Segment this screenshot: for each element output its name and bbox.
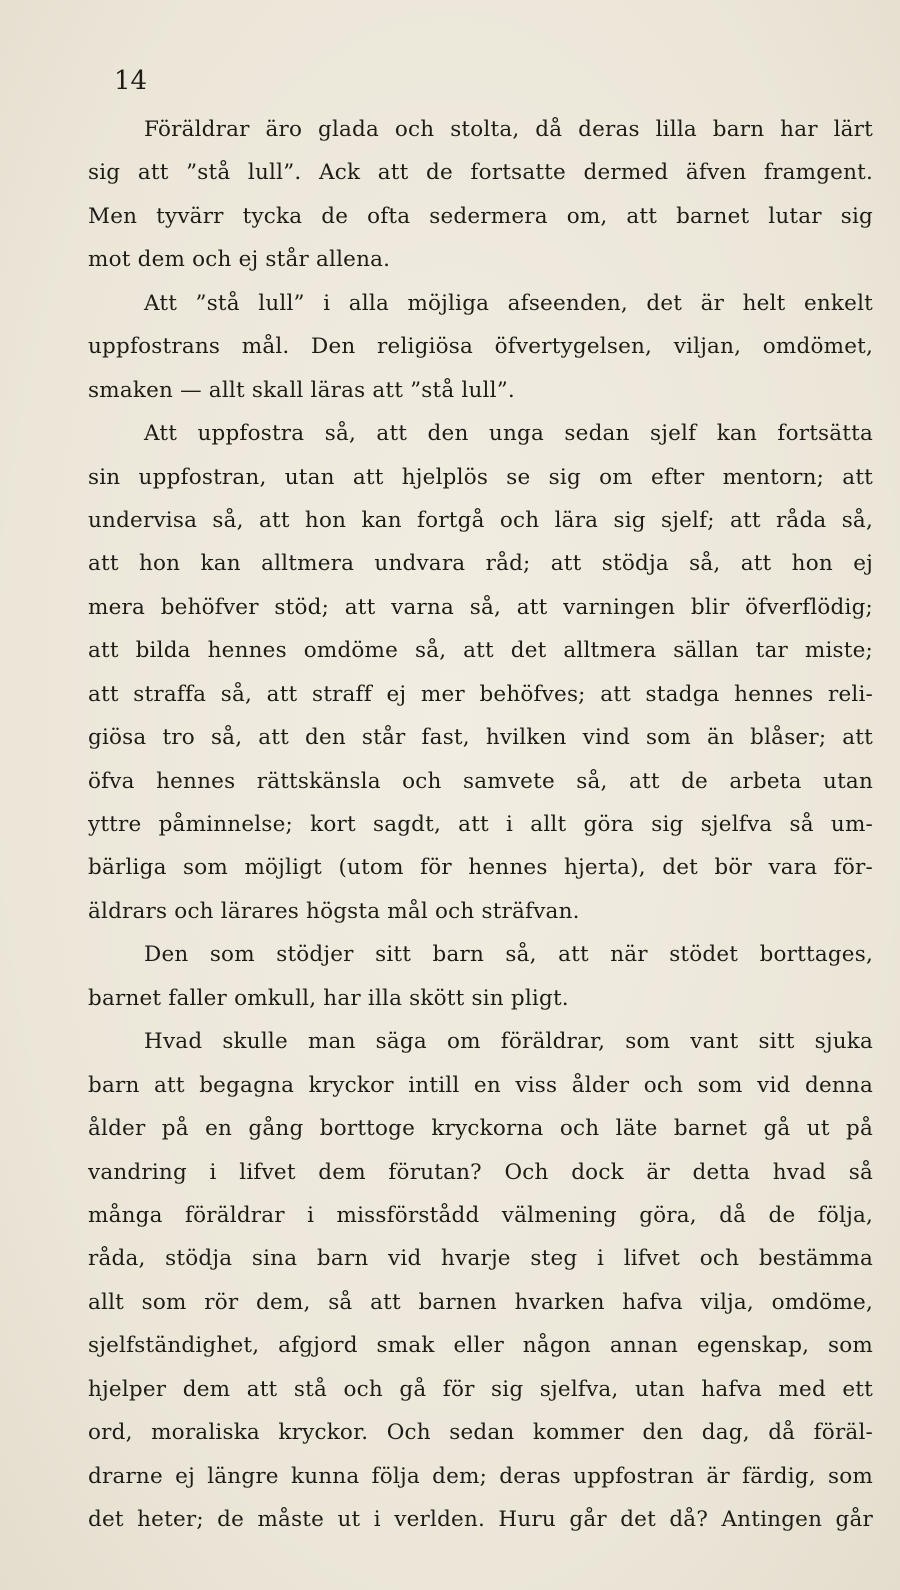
text-line: drarne ej längre kunna följa dem; deras uppfostran är färdig, som: [88, 1463, 873, 1489]
text-line: sin uppfostran, utan att hjelplös se sig om efter mentorn; att: [88, 464, 873, 490]
text-line: sig att ”stå lull”. Ack att de fortsatte dermed äfven framgent.: [88, 160, 873, 186]
text-line: uppfostrans mål. Den religiösa öfvertygelsen, viljan, omdömet,: [88, 334, 873, 360]
text-line: hjelper dem att stå och gå för sig sjelfva, utan hafva med ett: [88, 1376, 873, 1402]
text-line: giösa tro så, att den står fast, hvilken vind som än blåser; att: [88, 725, 873, 751]
text-line: allt som rör dem, så att barnen hvarken hafva vilja, omdöme,: [88, 1289, 873, 1315]
text-line: Hvad skulle man säga om föräldrar, som vant sitt sjuka: [144, 1029, 873, 1055]
text-line: äldrars och lärares högsta mål och sträfvan.: [88, 898, 580, 924]
text-line: barn att begagna kryckor intill en viss ålder och som vid denna: [88, 1072, 873, 1098]
text-line: det heter; de måste ut i verlden. Huru går det då? Antingen går: [88, 1507, 873, 1532]
text-line: Men tyvärr tycka de ofta sedermera om, att barnet lutar sig: [88, 203, 873, 229]
text-line: ålder på en gång borttoge kryckorna och läte barnet gå ut på: [88, 1116, 873, 1142]
text-line: ord, moraliska kryckor. Och sedan kommer den dag, då föräl-: [88, 1420, 873, 1446]
text-line: undervisa så, att hon kan fortgå och lära sig sjelf; att råda så,: [88, 507, 873, 533]
text-line: att straffa så, att straff ej mer behöfves; att stadga hennes reli-: [88, 681, 873, 707]
body-text: [88, 108, 873, 1541]
text-line: yttre påminnelse; kort sagdt, att i allt göra sig sjelfva så um-: [88, 812, 873, 837]
text-line: många föräldrar i missförstådd välmening göra, då de följa,: [88, 1202, 873, 1228]
text-line: Att uppfostra så, att den unga sedan sjelf kan fortsätta: [144, 421, 873, 447]
page-number: 14: [114, 66, 148, 96]
text-line: att bilda hennes omdöme så, att det alltmera sällan tar miste;: [88, 638, 873, 664]
text-line: smaken — allt skall läras att ”stå lull”.: [88, 377, 515, 403]
text-line: mera behöfver stöd; att varna så, att varningen blir öfverflödig;: [88, 594, 873, 620]
text-line: att hon kan alltmera undvara råd; att stödja så, att hon ej: [88, 551, 873, 577]
text-line: mot dem och ej står allena.: [88, 247, 391, 273]
text-line: vandring i lifvet dem förutan? Och dock är detta hvad så: [88, 1159, 873, 1185]
text-line: råda, stödja sina barn vid hvarje steg i lifvet och bestämma: [88, 1246, 873, 1272]
text-line: öfva hennes rättskänsla och samvete så, att de arbeta utan: [88, 768, 873, 794]
text-line: Att ”stå lull” i alla möjliga afseenden, det är helt enkelt: [144, 290, 873, 316]
text-line: Föräldrar äro glada och stolta, då deras lilla barn har lärt: [144, 117, 873, 142]
text-line: Den som stödjer sitt barn så, att när stödet borttages,: [144, 942, 873, 968]
text-line: barnet faller omkull, har illa skött sin pligt.: [88, 985, 569, 1011]
text-line: bärliga som möjligt (utom för hennes hjerta), det bör vara för-: [88, 855, 873, 881]
text-line: sjelfständighet, afgjord smak eller någon annan egenskap, som: [88, 1333, 873, 1359]
